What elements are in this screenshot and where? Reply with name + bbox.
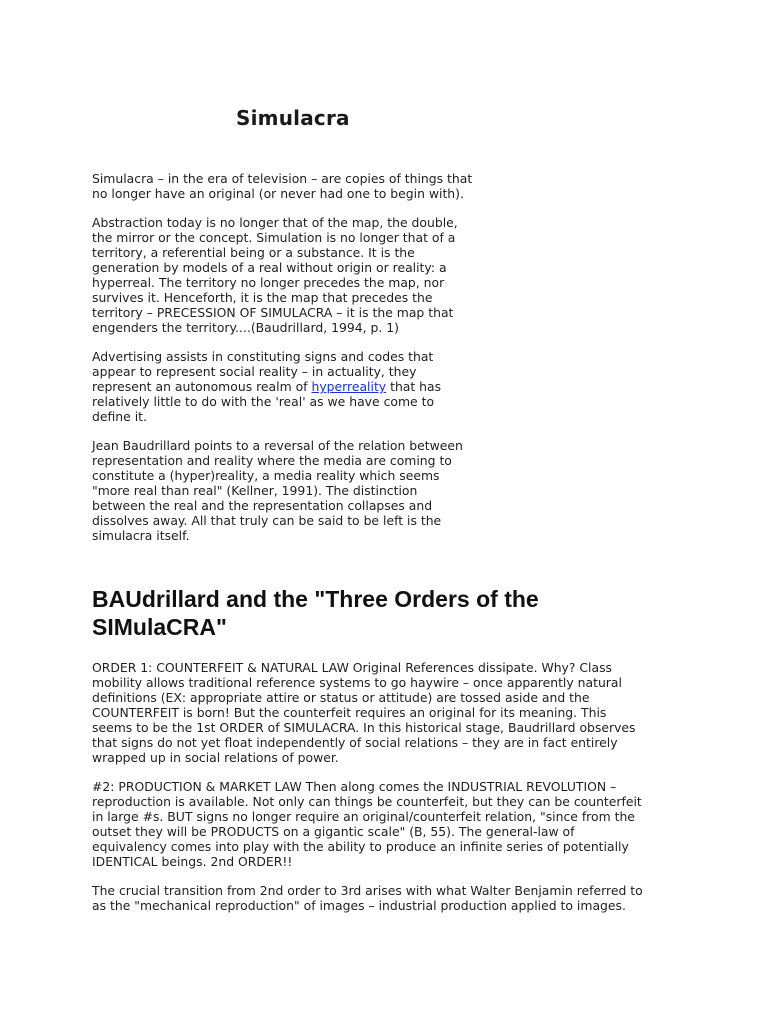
text-line: Advertising assists in constituting signs and codes that [92, 349, 434, 364]
text-line: Jean Baudrillard points to a reversal of the relation between [92, 438, 463, 453]
text-line: that signs do not yet float independently of social relations – they are in fact entirely [92, 735, 618, 750]
text-line: as the "mechanical reproduction" of images – industrial production applied to images. [92, 898, 626, 913]
text-line: Abstraction today is no longer that of the map, the double, [92, 215, 458, 230]
text-line: wrapped up in social relations of power. [92, 750, 339, 765]
paragraph-definition [92, 171, 492, 201]
text-line: equivalency comes into play with the ability to produce an infinite series of potentially [92, 839, 629, 854]
text-line: relatively little to do with the 'real' as we have come to [92, 394, 435, 409]
text-line: simulacra itself. [92, 528, 190, 543]
text-line: outset they will be PRODUCTS on a gigantic scale" (B, 55). The general-law of [92, 824, 575, 839]
text-line: constitute a (hyper)reality, a media reality which seems [92, 468, 440, 483]
paragraph-quote [92, 215, 492, 335]
paragraph-transition [92, 883, 692, 913]
text-line: ORDER 1: COUNTERFEIT & NATURAL LAW Original References dissipate. Why? Class [92, 660, 613, 675]
text-line: between the real and the representation collapses and [92, 498, 433, 513]
text-line: reproduction is available. Not only can things be counterfeit, but they can be counterfeit [92, 794, 642, 809]
heading-line: SIMulaCRA" [92, 614, 227, 640]
paragraph-order-2 [92, 779, 692, 869]
text-line: survives it. Henceforth, it is the map that precedes the [92, 290, 433, 305]
text-fragment: that has [386, 379, 442, 394]
text-line: Simulacra – in the era of television – are copies of things that [92, 171, 473, 186]
text-line: definitions (EX: appropriate attire or status or attitude) are tossed aside and the [92, 690, 590, 705]
text-line: representation and reality where the media are coming to [92, 453, 452, 468]
text-line: "more real than real" (Kellner, 1991). The distinction [92, 483, 418, 498]
paragraph-order-1 [92, 660, 692, 765]
text-line: engenders the territory....(Baudrillard, 1994, p. 1) [92, 320, 399, 335]
paragraph-baudrillard [92, 438, 492, 543]
section-heading [92, 585, 692, 641]
hyperreality-link[interactable]: hyperreality [311, 379, 387, 394]
text-line-with-link [92, 379, 492, 394]
text-line: no longer have an original (or never had one to begin with). [92, 186, 464, 201]
text-line: in large #s. BUT signs no longer require an original/counterfeit relation, "since from the [92, 809, 635, 824]
text-line: #2: PRODUCTION & MARKET LAW Then along comes the INDUSTRIAL REVOLUTION – [92, 779, 617, 794]
text-line: territory, a referential being or a substance. It is the [92, 245, 415, 260]
heading-line: BAUdrillard and the "Three Orders of the [92, 586, 539, 612]
page-title: Simulacra [236, 106, 350, 130]
text-line: seems to be the 1st ORDER of SIMULACRA. In this historical stage, Baudrillard observes [92, 720, 636, 735]
text-line: dissolves away. All that truly can be said to be left is the [92, 513, 442, 528]
text-line: the mirror or the concept. Simulation is no longer that of a [92, 230, 456, 245]
text-line: The crucial transition from 2nd order to 3rd arises with what Walter Benjamin referred to [92, 883, 643, 898]
text-line: mobility allows traditional reference systems to go haywire – once apparently natural [92, 675, 622, 690]
text-line: IDENTICAL beings. 2nd ORDER!! [92, 854, 293, 869]
text-line: territory – PRECESSION OF SIMULACRA – it is the map that [92, 305, 454, 320]
orders-column [92, 585, 692, 927]
paragraph-advertising [92, 349, 492, 424]
text-line: generation by models of a real without origin or reality: a [92, 260, 447, 275]
intro-column [92, 171, 492, 557]
text-line: hyperreal. The territory no longer precedes the map, nor [92, 275, 445, 290]
text-line: define it. [92, 409, 147, 424]
text-fragment: represent an autonomous realm of [92, 379, 312, 394]
text-line: COUNTERFEIT is born! But the counterfeit requires an original for its meaning. This [92, 705, 607, 720]
text-line: appear to represent social reality – in actuality, they [92, 364, 417, 379]
